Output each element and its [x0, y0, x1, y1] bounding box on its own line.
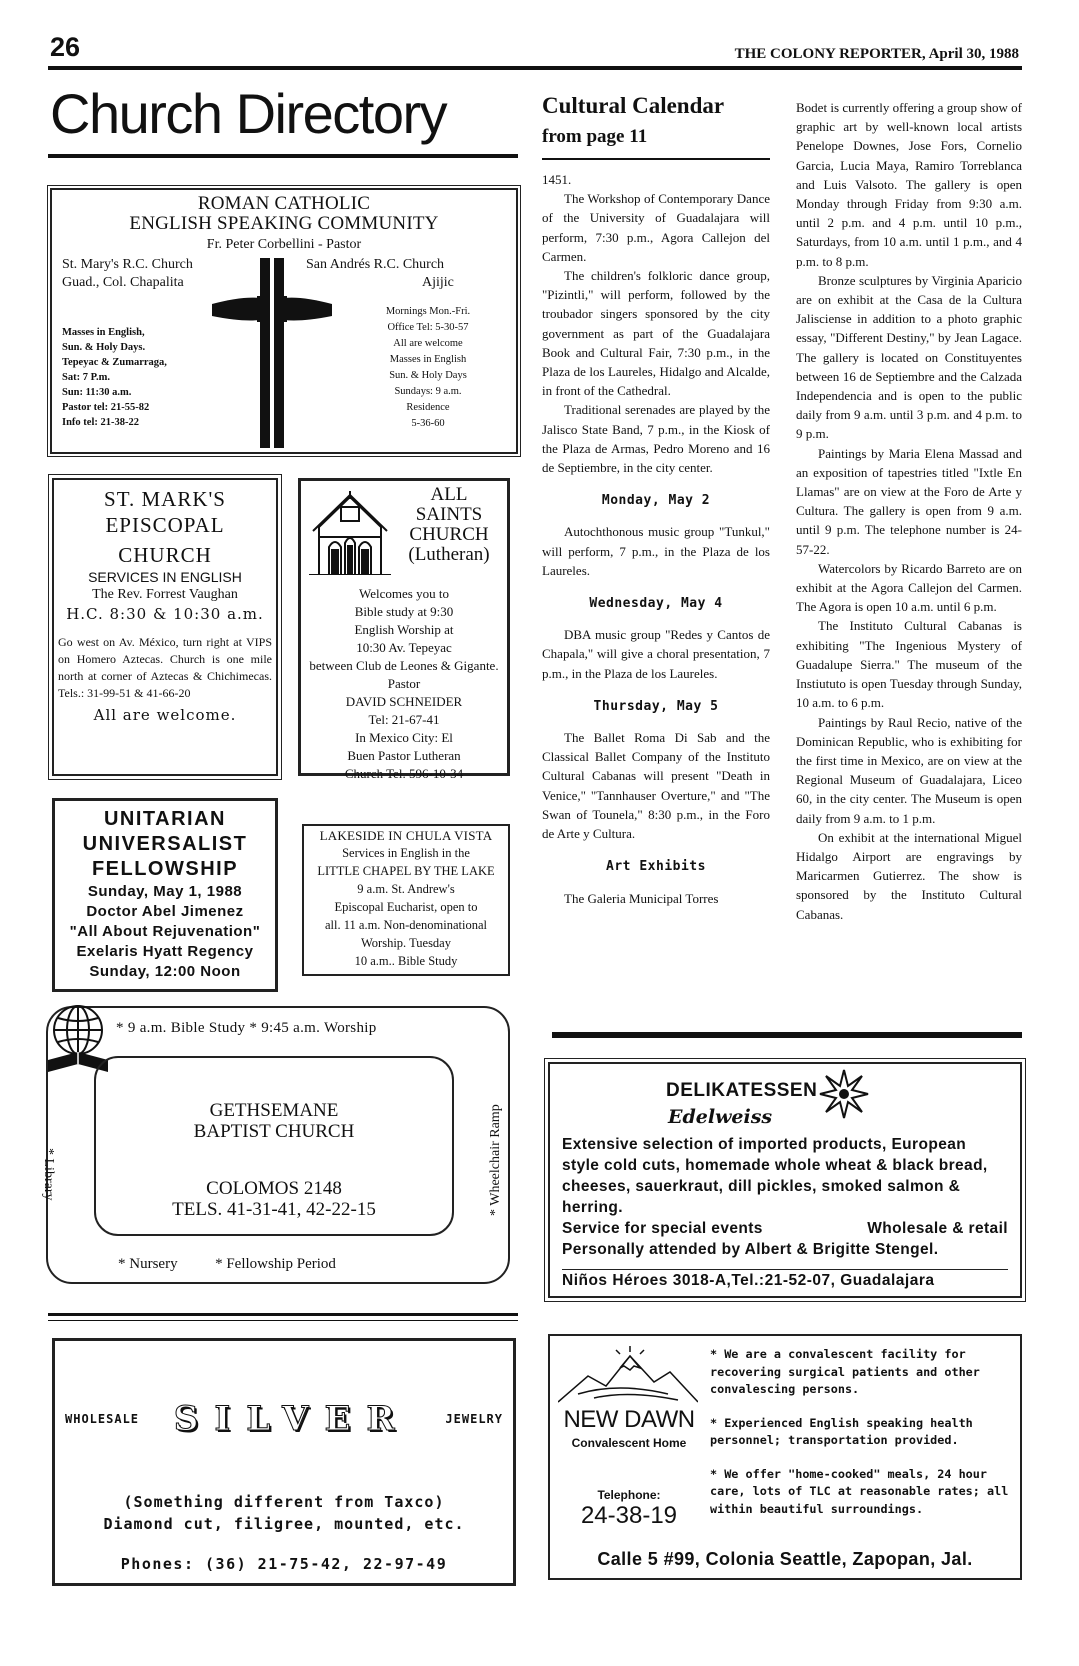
- calendar-paragraph: The children's folkloric dance group, "Pizintli," will perform, followed by the troubador singers sponsored by the city government as part of the Guadalajara Book and Cultural Fair, 7:30 p.m., in the Plaza de los Laureles, Hidalgo and Alcalde, in front of the Cathedral.: [542, 268, 770, 399]
- column-end-rule: [552, 1032, 1022, 1038]
- rc-left-church-line: St. Mary's R.C. Church: [62, 257, 193, 272]
- calendar-day-heading: Art Exhibits: [606, 859, 706, 875]
- cultural-column-1: [542, 170, 770, 908]
- unitarian-title-line: FELLOWSHIP: [91, 858, 239, 880]
- rc-left-church: [62, 256, 193, 292]
- silver-desc-line: (Something different from Taxco): [123, 1493, 445, 1511]
- unitarian-line: Sunday, 12:00 Noon: [89, 963, 241, 980]
- rc-right-church-line: Ajijic: [422, 275, 454, 290]
- calendar-paragraph: The Galeria Municipal Torres: [564, 890, 719, 906]
- st-marks-rev: The Rev. Forrest Vaughan: [92, 587, 238, 602]
- unitarian-ad: [52, 798, 278, 992]
- lakeside-title: LAKESIDE IN CHULA VISTA: [319, 828, 493, 843]
- st-marks-services: SERVICES IN ENGLISH: [88, 569, 242, 585]
- rc-detail-line: Office Tel: 5-30-57: [387, 322, 469, 333]
- cultural-calendar-subtitle: from page 11: [542, 126, 648, 147]
- new-dawn-bullet: * Experienced English speaking health personnel; transportation provided.: [710, 1415, 973, 1447]
- deli-service-row: [562, 1218, 1008, 1239]
- lakeside-line: all. 11 a.m. Non-denominational Worship. Tuesday: [325, 918, 487, 950]
- mountain-sun-icon: [558, 1346, 698, 1406]
- calendar-paragraph: The Workshop of Contemporary Dance of the University of Guadalajara will perform, 7:30 p.m., Agora Callejon del Carmen.: [542, 191, 770, 264]
- all-saints-title-line: SAINTS: [415, 504, 483, 525]
- silver-jewelry: JEWELRY: [445, 1412, 503, 1426]
- calendar-paragraph: Paintings by Maria Elena Massad and an exposition of tapestries titled "Ixtle En Llamas" are on view at the Foro de Arte y Cultura. The gallery is open from 9 a.m. until 9 p.m. The telephone number is 24-57-22.: [796, 445, 1022, 557]
- unitarian-line: "All About Rejuvenation": [69, 923, 261, 940]
- all-saints-ad: [298, 478, 510, 781]
- silver-description: [55, 1491, 513, 1535]
- calendar-paragraph: Watercolors by Ricardo Barreto are on exhibit at the Agora Callejon del Carmen. The Agora is open 10 a.m. until 6 p.m.: [796, 560, 1022, 615]
- rc-detail-line: Sundays: 9 a.m.: [394, 386, 462, 397]
- deli-wholesale: Wholesale & retail: [867, 1220, 1008, 1237]
- gethsemane-name: [96, 1100, 452, 1142]
- silver-desc-line: Diamond cut, filigree, mounted, etc.: [103, 1515, 465, 1533]
- rc-left-church-line: Guad., Col. Chapalita: [62, 275, 184, 290]
- rc-detail-line: All are welcome: [393, 338, 463, 349]
- st-marks-welcome: All are welcome.: [93, 706, 237, 724]
- lakeside-body: [304, 844, 508, 970]
- page-number: 26: [50, 32, 81, 62]
- unitarian-title-line: UNIVERSALIST: [82, 833, 248, 855]
- gethsemane-address: [96, 1178, 452, 1220]
- calendar-paragraph: Bronze sculptures by Virginia Aparicio are on exhibit at the Casa de la Cultura Jalisciense in addition to a photo graphic essay, "Different Destiny," by Jean Lagace. The gallery is located on Constituyentes between 16 de Septiembre and the Calzada Independencia and is open to the public daily from 9 a.m. until 3 p.m. and 4 p.m. to 9 p.m.: [796, 272, 1022, 442]
- gethsemane-ad: [41, 1006, 510, 1284]
- all-saints-line: Buen Pastor Lutheran: [347, 748, 461, 763]
- calendar-paragraph: The Instituto Cultural Cabanas is exhibiting "The Ingenious Mystery of Guadalupe Sierra." The museum of the Instiututo is open Tuesday through Sunday, 10 a.m. to 6 p.m.: [796, 618, 1022, 711]
- new-dawn-bullet: * We are a convalescent facility for recovering surgical patients and other convalescing persons.: [710, 1347, 980, 1396]
- gethsemane-wheelchair: * Wheelchair Ramp: [488, 1104, 503, 1216]
- gethsemane-address-line: COLOMOS 2148: [206, 1178, 342, 1199]
- rc-left-details: [62, 325, 167, 430]
- rc-detail-line: Masses in English,: [62, 327, 145, 338]
- deli-body: [562, 1134, 1008, 1260]
- roman-catholic-ad: [50, 188, 518, 454]
- unitarian-line: Sunday, May 1, 1988: [87, 883, 243, 900]
- new-dawn-ad: [548, 1334, 1022, 1580]
- church-building-icon: [309, 491, 391, 575]
- directory-title: Church Directory: [50, 82, 447, 145]
- rc-right-church-line: San Andrés R.C. Church: [306, 257, 445, 272]
- st-marks-directions: Go west on Av. México, turn right at VIPS on Homero Aztecas. Church is one mile north at corner of Aztecas & Chichimecas. Tels.: 31-99-51 & 41-66-20: [58, 635, 272, 700]
- cultural-column-2: [796, 98, 1022, 924]
- calendar-paragraph: Paintings by Raul Recio, native of the Dominican Republic, who is exhibiting for the first time in Mexico, are on view at the Regional Museum of Guadalajara, Liceo 60, in the city center. The Museum is open daily from 9 a.m. to 1 p.m.: [796, 714, 1022, 826]
- section-rule: [48, 1320, 518, 1321]
- issue-date: April 30, 1988: [928, 46, 1019, 62]
- directory-rule: [48, 154, 518, 158]
- all-saints-title-line: (Lutheran): [408, 544, 490, 565]
- rc-right-details: [364, 304, 492, 432]
- rc-detail-line: Mornings Mon.-Fri.: [385, 306, 471, 317]
- rc-detail-line: 5-36-60: [411, 418, 445, 429]
- new-dawn-address: Calle 5 #99, Colonia Seattle, Zapopan, Jal.: [597, 1549, 973, 1569]
- all-saints-body: [307, 585, 501, 783]
- edelweiss-flower-icon: [818, 1068, 870, 1120]
- lakeside-ad: [302, 824, 510, 976]
- new-dawn-subtitle: Convalescent Home: [571, 1436, 687, 1450]
- all-saints-line: Tel: 21-67-41: [368, 712, 440, 727]
- all-saints-title-line: ALL: [430, 484, 468, 505]
- deli-name: DELIKATESSEN: [666, 1080, 818, 1101]
- lakeside-line: Episcopal Eucharist, open to: [334, 900, 478, 914]
- silver-wholesale: WHOLESALE: [65, 1412, 140, 1426]
- deli-description: Extensive selection of imported products, European style cold cuts, homemade whole wheat & black bread, cheeses, sauerkraut, dill pickles, smoked salmon & herring.: [562, 1136, 988, 1216]
- lakeside-line: 9 a.m. St. Andrew's: [357, 882, 455, 896]
- calendar-day-heading: Wednesday, May 4: [589, 596, 723, 612]
- unitarian-title-line: UNITARIAN: [103, 808, 226, 830]
- all-saints-line: 10:30 Av. Tepeyac: [356, 640, 452, 655]
- header-rule: [48, 66, 1022, 70]
- deli-personal: Personally attended by Albert & Brigitte Stengel.: [562, 1241, 939, 1258]
- calendar-paragraph: DBA music group "Redes y Cantos de Chapala," will give a choral presentation, 7 p.m., in the Plaza de los Laureles.: [542, 627, 770, 681]
- unitarian-line: Doctor Abel Jimenez: [86, 903, 244, 920]
- calendar-paragraph: Traditional serenades are played by the Jalisco State Band, 7 p.m., in the Kiosk of the Plaza de Armas, Pedro Moreno and 16 de Septiembre, in the city center.: [542, 402, 770, 476]
- calendar-day-heading: Monday, May 2: [601, 493, 711, 509]
- calendar-paragraph: Autochthonous music group "Tunkul," will perform, 7 p.m., in the Plaza de los Laureles.: [542, 524, 770, 578]
- calendar-paragraph: The Ballet Roma Di Sab and the Classical Ballet Company of the Instituto Cultural Cabanas will present "Death in Venice," "Tannhauser Overture," and "The Swan of Tounela," 8:30 p.m., in the Foro de Arte y Cultura.: [542, 730, 770, 842]
- st-marks-ad: [52, 478, 278, 776]
- lakeside-line: LITTLE CHAPEL BY THE LAKE: [317, 864, 495, 878]
- all-saints-line: English Worship at: [354, 622, 454, 637]
- gethsemane-address-line: TELS. 41-31-41, 42-22-15: [172, 1199, 376, 1220]
- gethsemane-top-line: * 9 a.m. Bible Study * 9:45 a.m. Worship: [116, 1020, 377, 1036]
- all-saints-line: Bible study at 9:30: [354, 604, 454, 619]
- rc-detail-line: Sun. & Holy Days: [389, 370, 467, 381]
- rc-pastor: Fr. Peter Corbellini - Pastor: [206, 237, 362, 252]
- all-saints-line: In Mexico City: El: [355, 730, 453, 745]
- new-dawn-bullets: [710, 1346, 1012, 1534]
- deli-address: Niños Héroes 3018-A,Tel.:21-52-07, Guadalajara: [562, 1269, 1008, 1290]
- all-saints-title-line: CHURCH: [409, 524, 489, 545]
- calendar-paragraph: On exhibit at the international Miguel Hidalgo Airport are engravings by Maricarmen Gutierrez. The show is sponsored by the Instituto Cultural Cabanas.: [796, 829, 1022, 922]
- rc-heading: ROMAN CATHOLIC: [197, 193, 371, 214]
- calendar-paragraph: Bodet is currently offering a group show of graphic art by well-known local artists Penelope Downes, Jose Fors, Cornelio Garcia, Lucia Maya, Ramiro Torreblanca and Luis Valsoto. The gallery is open Monday through Friday from 9:30 a.m. until 2 p.m. and 4 p.m. until 10 p.m., Saturdays, from 10 a.m. until 1 p.m., and 4 p.m. to 8 p.m.: [796, 100, 1022, 269]
- new-dawn-name: NEW DAWN: [563, 1406, 695, 1433]
- all-saints-line: DAVID SCHNEIDER: [345, 694, 463, 709]
- cross-icon: [212, 258, 332, 448]
- deli-service: Service for special events: [562, 1220, 763, 1237]
- rc-detail-line: Masses in English: [389, 354, 467, 365]
- gethsemane-inner-frame: [94, 1056, 454, 1236]
- all-saints-title: [397, 485, 501, 565]
- calendar-day-heading: Thursday, May 5: [593, 698, 719, 714]
- new-dawn-tel-label: Telephone:: [597, 1488, 661, 1502]
- silver-heading: [65, 1399, 503, 1439]
- section-rule: [48, 1313, 518, 1316]
- st-marks-hc-times: H.C. 8:30 & 10:30 a.m.: [66, 605, 264, 623]
- gethsemane-name-line: GETHSEMANE: [209, 1100, 339, 1121]
- new-dawn-telephone: 24-38-19: [580, 1502, 678, 1529]
- cultural-rule: [542, 158, 770, 160]
- st-marks-title-line: EPISCOPAL: [105, 513, 225, 537]
- paper-name: THE COLONY REPORTER,: [734, 46, 926, 62]
- silver-word: SILVER: [173, 1399, 411, 1439]
- unitarian-line: Exelaris Hyatt Regency: [76, 943, 254, 960]
- silver-jewelry-ad: [52, 1338, 516, 1586]
- rc-detail-line: Info tel: 21-38-22: [62, 417, 139, 428]
- lakeside-line: 10 a.m.. Bible Study: [354, 954, 458, 968]
- gethsemane-name-line: BAPTIST CHURCH: [193, 1121, 355, 1142]
- silver-phones: Phones: (36) 21-75-42, 22-97-49: [120, 1555, 448, 1573]
- gethsemane-library: * Library: [41, 1148, 56, 1201]
- st-marks-title-line: ST. MARK'S: [104, 487, 226, 511]
- deli-script-name: Edelweiss: [668, 1106, 773, 1128]
- rc-detail-line: Tepeyac & Zumarraga,: [62, 357, 167, 368]
- cultural-calendar-title: Cultural Calendar: [542, 93, 725, 118]
- calendar-paragraph: 1451.: [542, 172, 572, 187]
- rc-subheading: ENGLISH SPEAKING COMMUNITY: [129, 213, 439, 234]
- all-saints-line: Welcomes you to: [359, 586, 449, 601]
- rc-detail-line: Residence: [406, 402, 450, 413]
- lakeside-line: Services in English in the: [342, 846, 470, 860]
- gethsemane-bottom-line: * Nursery * Fellowship Period: [118, 1256, 336, 1272]
- rc-detail-line: Sun. & Holy Days.: [62, 342, 146, 353]
- all-saints-line: Church Tel. 596-10-34: [344, 766, 464, 781]
- unitarian-title: [55, 807, 275, 882]
- delikatessen-ad: [548, 1062, 1022, 1298]
- st-marks-title-line: CHURCH: [118, 543, 212, 567]
- new-dawn-bullet: * We offer "home-cooked" meals, 24 hour care, lots of TLC at reasonable rates; all within beautiful surroundings.: [710, 1466, 1009, 1516]
- rc-detail-line: Pastor tel: 21-55-82: [62, 402, 150, 413]
- rc-detail-line: Sat: 7 P.m.: [62, 372, 111, 383]
- all-saints-line: between Club de Leones & Gigante. Pastor: [309, 658, 499, 691]
- rc-detail-line: Sun: 11:30 a.m.: [62, 387, 132, 398]
- paper-masthead: [735, 46, 1019, 63]
